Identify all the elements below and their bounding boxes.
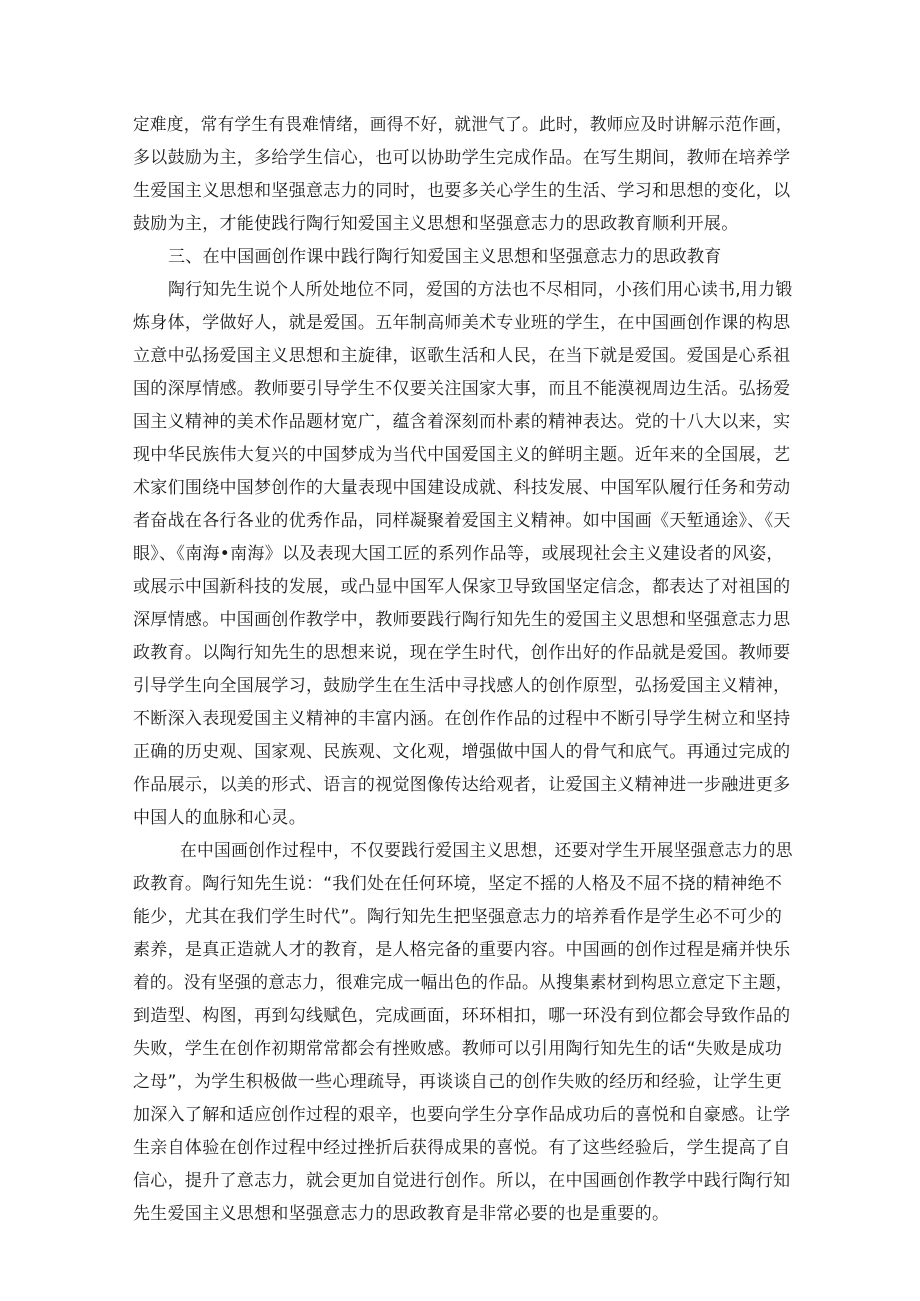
text-line: 术家们围绕中国梦创作的大量表现中国建设成就、科技发展、中国军队履行任务和劳动 xyxy=(133,478,791,498)
text-line: 正确的历史观、国家观、民族观、文化观，增强做中国人的骨气和底气。再通过完成的 xyxy=(133,742,791,762)
text-line: 国主义精神的美术作品题材宽广，蕴含着深刻而朴素的精神表达。党的十八大以来，实 xyxy=(133,412,791,432)
text-line: 不断深入表现爱国主义精神的丰富内涵。在创作作品的过程中不断引导学生树立和坚持 xyxy=(133,709,791,729)
text-line: 到造型、构图，再到勾线赋色，完成画面，环环相扣，哪一环没有到位都会导致作品的 xyxy=(133,1006,791,1026)
text-line: 先生爱国主义思想和坚强意志力的思政教育是非常必要的也是重要的。 xyxy=(133,1204,670,1224)
text-line: 能少，尤其在我们学生时代”。陶行知先生把坚强意志力的培养看作是学生必不可少的 xyxy=(133,907,783,927)
text-line: 炼身体，学做好人，就是爱国。五年制高师美术专业班的学生，在中国画创作课的构思 xyxy=(133,313,791,333)
text-line: 深厚情感。中国画创作教学中，教师要践行陶行知先生的爱国主义思想和坚强意志力思 xyxy=(133,610,791,630)
text-line: 着的。没有坚强的意志力，很难完成一幅出色的作品。从搜集素材到构思立意定下主题， xyxy=(133,973,793,993)
text-line: 多以鼓励为主，多给学生信心，也可以协助学生完成作品。在写生期间，教师在培养学 xyxy=(133,148,791,168)
text-line: 定难度，常有学生有畏难情绪，画得不好，就泄气了。此时，教师应及时讲解示范作画， xyxy=(133,115,793,135)
text-line: 国的深厚情感。教师要引导学生不仅要关注国家大事，而且不能漠视周边生活。弘扬爱 xyxy=(133,379,791,399)
text-line: 引导学生向全国展学习，鼓励学生在生活中寻找感人的创作原型，弘扬爱国主义精神， xyxy=(133,676,791,696)
text-line: 鼓励为主，才能使践行陶行知爱国主义思想和坚强意志力的思政教育顺利开展。 xyxy=(133,214,739,234)
text-line: 陶行知先生说个人所处地位不同，爱国的方法也不尽相同，小孩们用心读书,用力锻 xyxy=(168,280,793,300)
text-line: 生亲自体验在创作过程中经过挫折后获得成果的喜悦。有了这些经验后，学生提高了自 xyxy=(133,1138,791,1158)
text-line: 信心，提升了意志力，就会更加自觉进行创作。所以，在中国画创作教学中践行陶行知 xyxy=(133,1171,791,1191)
text-line: 失败，学生在创作初期常常都会有挫败感。教师可以引用陶行知先生的话“失败是成功 xyxy=(133,1039,783,1059)
text-line: 在中国画创作过程中，不仅要践行爱国主义思想，还要对学生开展坚强意志力的思 xyxy=(180,841,793,861)
text-line: 素养，是真正造就人才的教育，是人格完备的重要内容。中国画的创作过程是痛并快乐 xyxy=(133,940,791,960)
text-line: 中国人的血脉和心灵。 xyxy=(133,808,306,828)
text-line: 立意中弘扬爱国主义思想和主旋律，讴歌生活和人民，在当下就是爱国。爱国是心系祖 xyxy=(133,346,791,366)
text-line: 生爱国主义思想和坚强意志力的同时，也要多关心学生的生活、学习和思想的变化，以 xyxy=(133,181,791,201)
text-line: 眼》、《南海•南海》以及表现大国工匠的系列作品等，或展现社会主义建设者的风姿， xyxy=(133,544,784,564)
text-line: 现中华民族伟大复兴的中国梦成为当代中国爱国主义的鲜明主题。近年来的全国展，艺 xyxy=(133,445,791,465)
text-line: 加深入了解和适应创作过程的艰辛，也要向学生分享作品成功后的喜悦和自豪感。让学 xyxy=(133,1105,791,1125)
text-line: 政教育。陶行知先生说：“我们处在任何环境，坚定不摇的人格及不屈不挠的精神绝不 xyxy=(133,874,783,894)
text-line: 作品展示，以美的形式、语言的视觉图像传达给观者，让爱国主义精神进一步融进更多 xyxy=(133,775,791,795)
text-line: 或展示中国新科技的发展，或凸显中国军人保家卫导致国坚定信念，都表达了对祖国的 xyxy=(133,577,791,597)
text-line: 者奋战在各行各业的优秀作品，同样凝聚着爱国主义精神。如中国画《天堑通途》、《天 xyxy=(133,511,791,531)
section-heading: 三、在中国画创作课中践行陶行知爱国主义思想和坚强意志力的思政教育 xyxy=(168,247,722,267)
text-line: 之母”，为学生积极做一些心理疏导，再谈谈自己的创作失败的经历和经验，让学生更 xyxy=(133,1072,783,1092)
text-line: 政教育。以陶行知先生的思想来说，现在学生时代，创作出好的作品就是爱国。教师要 xyxy=(133,643,791,663)
